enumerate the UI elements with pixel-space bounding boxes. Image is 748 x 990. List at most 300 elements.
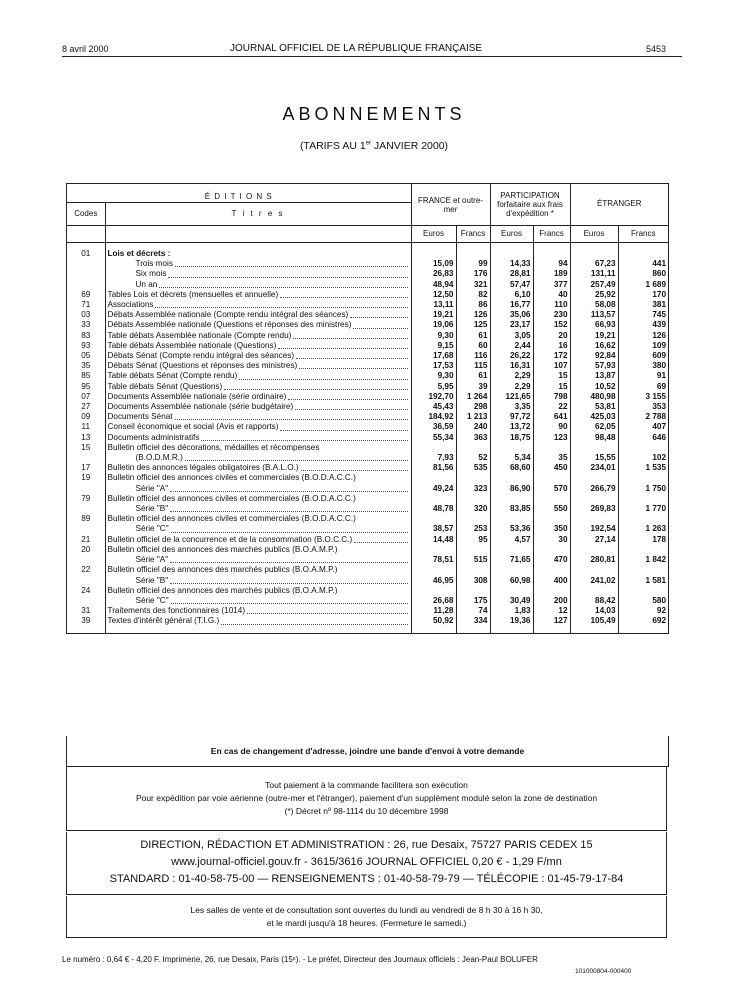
cell-participation-euros: 30,49 (490, 596, 533, 606)
cell-participation-francs: 189 (533, 269, 570, 279)
cell-france-francs: 334 (456, 616, 490, 626)
row-title: Conseil économique et social (Avis et rapports) (107, 422, 279, 432)
table-row (67, 524, 668, 534)
cell-etranger-francs: 692 (652, 616, 667, 626)
dot-leader (350, 317, 407, 318)
row-code: 95 (67, 382, 105, 392)
cell-france-francs: 116 (456, 351, 490, 361)
table-row (67, 616, 668, 626)
row-title-cell (105, 504, 411, 514)
row-title-cell (105, 249, 411, 259)
cell-etranger-francs: 126 (652, 330, 667, 340)
editions-header: É D I T I O N S (67, 184, 411, 203)
cell-etranger-francs: 1 535 (645, 463, 667, 473)
cell-etranger-euros: 14,03 (570, 606, 618, 616)
cell-participation-euros: 60,98 (490, 576, 533, 586)
cell-etranger-euros: 58,08 (570, 300, 618, 310)
cell-participation-euros (490, 443, 533, 453)
cell-etranger-francs: 2 788 (645, 412, 667, 422)
cell-france-euros: 14,48 (411, 535, 456, 545)
cell-participation-euros: 57,47 (490, 280, 533, 290)
cell-participation-euros: 3,35 (490, 402, 533, 412)
row-code: 69 (67, 290, 105, 300)
cell-france-francs: 74 (456, 606, 490, 616)
cell-etranger-francs: 381 (652, 300, 667, 310)
cell-etranger-euros: 13,87 (570, 371, 618, 381)
cell-france-francs: 39 (456, 382, 490, 392)
cell-etranger-francs: 1 770 (645, 504, 667, 514)
cell-france-euros: 26,68 (411, 596, 456, 606)
cell-participation-euros: 121,65 (490, 392, 533, 402)
cell-france-francs: 52 (456, 453, 490, 463)
cell-france-francs: 253 (456, 524, 490, 534)
cell-etranger-euros: 257,49 (570, 280, 618, 290)
row-title-cell (105, 300, 411, 310)
table-row (67, 371, 668, 381)
cell-france-francs (456, 514, 490, 524)
cell-etranger-francs (618, 443, 668, 453)
cell-france-euros: 26,83 (411, 269, 456, 279)
cell-participation-francs: 570 (533, 484, 570, 494)
cell-participation-euros: 68,60 (490, 463, 533, 473)
cell-participation-euros (490, 565, 533, 575)
dot-leader (171, 532, 408, 533)
cell-france-francs (456, 473, 490, 483)
table-row (67, 320, 668, 330)
cell-participation-euros (490, 494, 533, 504)
row-title-cell (105, 586, 411, 596)
cell-participation-euros: 6,10 (490, 290, 533, 300)
cell-etranger-euros: 105,49 (570, 616, 618, 626)
header-date: 8 avril 2000 (62, 44, 109, 54)
cell-etranger-francs: 439 (652, 320, 667, 330)
footer-reference: 101000804-000400 (575, 968, 632, 975)
row-code: 31 (67, 606, 105, 616)
cell-participation-euros: 16,77 (490, 300, 533, 310)
cell-etranger-euros: 480,98 (570, 392, 618, 402)
table-row (67, 453, 668, 463)
cell-participation-euros: 23,17 (490, 320, 533, 330)
row-title: Documents administratifs (107, 432, 200, 442)
row-title: Série "A" (135, 483, 169, 493)
row-code: 13 (67, 433, 105, 443)
cell-etranger-francs (618, 514, 668, 524)
row-title: Documents Sénat (107, 412, 173, 422)
row-title-cell (105, 606, 411, 616)
row-title: Série "B" (135, 504, 169, 514)
row-title: Série "C" (135, 524, 169, 534)
table-row (67, 494, 668, 504)
cell-etranger-euros: 15,55 (570, 453, 618, 463)
table-row (67, 586, 668, 596)
cell-participation-euros: 2,29 (490, 382, 533, 392)
cell-france-francs (456, 494, 490, 504)
row-title-cell (105, 320, 411, 330)
table-row (67, 361, 668, 371)
cell-france-euros: 17,68 (411, 351, 456, 361)
row-title: Un an (135, 279, 158, 289)
contact-line-2: www.journal-officiel.gouv.fr - 3615/3616 JOURNAL OFFICIEL 0,20 € - 1,29 F/mn (171, 856, 562, 868)
row-code: 27 (67, 402, 105, 412)
row-title: Bulletin officiel des annonces civiles et commerciales (B.O.D.A.C.C.) (107, 514, 356, 524)
cell-france-euros: 46,95 (411, 576, 456, 586)
row-title: Bulletin des annonces légales obligatoires (B.A.L.O.) (107, 463, 299, 473)
dot-leader (247, 613, 407, 614)
cell-france-euros: 81,56 (411, 463, 456, 473)
row-title: Bulletin officiel de la concurrence et de la consommation (B.O.C.C.) (107, 534, 353, 544)
cell-participation-euros (490, 545, 533, 555)
cell-participation-francs: 470 (533, 555, 570, 565)
dot-leader (175, 266, 408, 267)
row-code: 79 (67, 494, 105, 504)
table-row (67, 565, 668, 575)
cell-france-euros: 7,93 (411, 453, 456, 463)
codes-header: Codes (67, 203, 105, 226)
table-row (67, 504, 668, 514)
cell-france-euros: 19,21 (411, 310, 456, 320)
table-row (67, 443, 668, 453)
sales-line-2: et le mardi jusqu'à 18 heures. (Fermeture le samedi.) (266, 918, 467, 928)
row-code: 35 (67, 361, 105, 371)
cell-participation-euros (490, 514, 533, 524)
cell-etranger-francs: 170 (652, 289, 667, 299)
tariff-table-body (67, 249, 668, 633)
dot-leader (353, 328, 407, 329)
cell-participation-francs (533, 514, 570, 524)
dot-leader (175, 419, 408, 420)
row-title-cell (105, 433, 411, 443)
table-row (67, 576, 668, 586)
cell-participation-euros (490, 586, 533, 596)
cell-etranger-euros (570, 443, 618, 453)
cell-etranger-francs: 380 (652, 361, 667, 371)
row-title-cell (105, 259, 411, 269)
row-code: 05 (67, 351, 105, 361)
dot-leader (170, 562, 407, 563)
cell-etranger-euros: 62,05 (570, 422, 618, 432)
table-row (67, 402, 668, 412)
row-code (67, 453, 105, 463)
row-title: Six mois (135, 269, 167, 279)
cell-participation-euros: 26,22 (490, 351, 533, 361)
row-title: Traitements des fonctionnaires (1014) (107, 606, 246, 616)
cell-participation-euros: 5,34 (490, 453, 533, 463)
table-row (67, 269, 668, 279)
cell-etranger-euros: 10,52 (570, 382, 618, 392)
cell-participation-euros: 16,31 (490, 361, 533, 371)
row-title-cell (105, 361, 411, 371)
cell-etranger-francs: 441 (652, 259, 667, 269)
cell-etranger-francs: 1 750 (645, 483, 667, 493)
row-title-cell (105, 392, 411, 402)
row-title-cell (105, 524, 411, 534)
cell-etranger-euros: 66,93 (570, 320, 618, 330)
cell-participation-francs (533, 443, 570, 453)
cell-france-euros: 9,30 (411, 331, 456, 341)
col-francs-france: Francs (456, 226, 490, 243)
cell-participation-francs: 550 (533, 504, 570, 514)
cell-france-francs: 535 (456, 463, 490, 473)
row-title: (B.O.D.M.R.) (135, 453, 183, 463)
titres-header: T i t r e s (105, 203, 411, 226)
cell-etranger-francs: 102 (652, 453, 667, 463)
row-code (67, 484, 105, 494)
row-title: Table débats Sénat (Questions) (107, 381, 223, 391)
cell-france-euros (411, 565, 456, 575)
col-francs-participation: Francs (533, 226, 570, 243)
row-title: Bulletin officiel des annonces civiles et commerciales (B.O.D.A.C.C.) (107, 493, 356, 503)
cell-france-francs: 321 (456, 280, 490, 290)
table-row (67, 259, 668, 269)
payment-line-3: (*) Décret nº 98-1114 du 10 décembre 1998 (284, 806, 449, 816)
cell-participation-francs: 40 (533, 290, 570, 300)
cell-participation-euros: 14,33 (490, 259, 533, 269)
row-title: Série "C" (135, 595, 169, 605)
cell-etranger-euros: 88,42 (570, 596, 618, 606)
cell-france-euros: 78,51 (411, 555, 456, 565)
row-title: Série "A" (135, 555, 169, 565)
cell-etranger-euros: 53,81 (570, 402, 618, 412)
cell-france-francs: 86 (456, 300, 490, 310)
row-code: 33 (67, 320, 105, 330)
row-title-cell (105, 473, 411, 483)
cell-participation-francs: 400 (533, 576, 570, 586)
row-title: Bulletin officiel des annonces des marchés publics (B.O.A.M.P.) (107, 585, 338, 595)
cell-participation-francs: 230 (533, 310, 570, 320)
table-row (67, 341, 668, 351)
cell-participation-euros (490, 249, 533, 259)
row-title-cell (105, 545, 411, 555)
table-spacer-row (67, 627, 668, 633)
cell-participation-francs: 90 (533, 422, 570, 432)
cell-participation-euros: 1,83 (490, 606, 533, 616)
cell-participation-francs: 35 (533, 453, 570, 463)
row-code: 20 (67, 545, 105, 555)
row-title-cell (105, 280, 411, 290)
cell-etranger-francs: 1 842 (645, 555, 667, 565)
row-title: Documents Assemblée nationale (série ordinaire) (107, 391, 287, 401)
cell-etranger-francs: 178 (652, 534, 667, 544)
cell-participation-francs (533, 473, 570, 483)
row-code: 09 (67, 412, 105, 422)
cell-france-euros (411, 494, 456, 504)
cell-france-francs: 126 (456, 310, 490, 320)
cell-etranger-francs: 91 (656, 371, 667, 381)
row-code (67, 504, 105, 514)
cell-etranger-francs: 407 (652, 422, 667, 432)
row-title-cell (105, 596, 411, 606)
address-notice-text: En cas de changement d'adresse, joindre une bande d'envoi à votre demande (210, 746, 525, 756)
cell-france-francs: 323 (456, 484, 490, 494)
row-title: Lois et décrets : (107, 249, 171, 258)
row-title-cell (105, 290, 411, 300)
cell-etranger-francs (618, 586, 668, 596)
cell-france-francs: 175 (456, 596, 490, 606)
dot-leader (170, 583, 407, 584)
cell-etranger-francs: 1 263 (645, 524, 667, 534)
cell-participation-francs: 15 (533, 382, 570, 392)
row-title: Débats Assemblée nationale (Questions et réponses des ministres) (107, 320, 352, 330)
row-title: Débats Sénat (Questions et réponses des ministres) (107, 361, 298, 371)
table-row (67, 382, 668, 392)
cell-france-euros: 184,92 (411, 412, 456, 422)
row-code: 39 (67, 616, 105, 626)
cell-france-francs: 320 (456, 504, 490, 514)
row-title: Tables Lois et décrets (mensuelles et annuelle) (107, 289, 279, 299)
row-title: Table débats Assemblée nationale (Compte rendu) (107, 330, 292, 340)
cell-france-francs: 61 (456, 371, 490, 381)
cell-france-francs (456, 443, 490, 453)
dot-leader (171, 603, 408, 604)
cell-etranger-francs: 1 581 (645, 575, 667, 585)
cell-participation-francs: 798 (533, 392, 570, 402)
cell-participation-francs (533, 494, 570, 504)
cell-france-euros (411, 545, 456, 555)
cell-etranger-euros (570, 514, 618, 524)
cell-participation-euros: 71,65 (490, 555, 533, 565)
row-title-cell (105, 351, 411, 361)
cell-france-euros: 50,92 (411, 616, 456, 626)
cell-france-euros (411, 514, 456, 524)
row-title-cell (105, 341, 411, 351)
cell-france-francs: 308 (456, 576, 490, 586)
row-code: 83 (67, 331, 105, 341)
cell-etranger-euros: 16,62 (570, 341, 618, 351)
cell-france-francs: 176 (456, 269, 490, 279)
footer-text: Le numéro : 0,64 € - 4,20 F. Imprimerie, 26, rue Desaix, Paris (15ᵉ). - Le préfet, Directeur des Journaux officiels : Jean-Paul BOLUFER (62, 955, 538, 964)
row-code: 15 (67, 443, 105, 453)
cell-france-francs (456, 565, 490, 575)
cell-france-francs: 298 (456, 402, 490, 412)
row-title-cell (105, 453, 411, 463)
row-code (67, 555, 105, 565)
row-title-cell (105, 382, 411, 392)
row-title: Bulletin officiel des annonces des marchés publics (B.O.A.M.P.) (107, 565, 338, 575)
row-title-cell (105, 412, 411, 422)
table-row (67, 331, 668, 341)
row-title: Documents Assemblée nationale (série budgétaire) (107, 402, 294, 412)
table-row (67, 300, 668, 310)
cell-france-euros: 38,57 (411, 524, 456, 534)
cell-france-euros: 9,30 (411, 371, 456, 381)
table-row (67, 473, 668, 483)
cell-etranger-euros: 98,48 (570, 433, 618, 443)
cell-france-euros (411, 473, 456, 483)
cell-france-euros: 11,28 (411, 606, 456, 616)
cell-etranger-francs: 69 (656, 381, 667, 391)
cell-france-euros (411, 249, 456, 259)
header-rule (62, 56, 682, 57)
row-code: 89 (67, 514, 105, 524)
row-title: Débats Sénat (Compte rendu intégral des séances) (107, 351, 295, 361)
cell-participation-francs (533, 565, 570, 575)
table-row (67, 412, 668, 422)
table-row (67, 280, 668, 290)
cell-etranger-euros: 192,54 (570, 524, 618, 534)
cell-participation-euros: 2,29 (490, 371, 533, 381)
table-row (67, 555, 668, 565)
contact-box (66, 832, 667, 895)
cell-etranger-francs: 609 (652, 351, 667, 361)
dot-leader (301, 470, 408, 471)
cell-france-francs: 1 264 (456, 392, 490, 402)
table-row (67, 545, 668, 555)
dot-leader (295, 409, 407, 410)
cell-france-francs: 115 (456, 361, 490, 371)
cell-participation-euros: 35,06 (490, 310, 533, 320)
cell-france-euros: 55,34 (411, 433, 456, 443)
cell-france-euros: 48,94 (411, 280, 456, 290)
cell-france-francs: 60 (456, 341, 490, 351)
dot-leader (296, 358, 407, 359)
table-row (67, 351, 668, 361)
table-row (67, 514, 668, 524)
row-title-cell (105, 484, 411, 494)
row-code: 71 (67, 300, 105, 310)
sales-line-1: Les salles de vente et de consultation sont ouvertes du lundi au vendredi de 8 h 30 à 16 h 30, (190, 905, 543, 915)
dot-leader (299, 368, 407, 369)
cell-etranger-euros: 19,21 (570, 331, 618, 341)
cell-etranger-francs: 860 (652, 269, 667, 279)
cell-participation-francs: 107 (533, 361, 570, 371)
row-code (67, 596, 105, 606)
cell-france-euros: 45,43 (411, 402, 456, 412)
cell-participation-francs: 16 (533, 341, 570, 351)
cell-etranger-euros: 425,03 (570, 412, 618, 422)
dot-leader (280, 297, 407, 298)
row-title-cell (105, 576, 411, 586)
row-code (67, 576, 105, 586)
cell-etranger-francs: 1 689 (645, 279, 667, 289)
cell-etranger-euros (570, 545, 618, 555)
cell-etranger-francs: 353 (652, 402, 667, 412)
contact-line-3: STANDARD : 01-40-58-75-00 — RENSEIGNEMENTS : 01-40-58-79-79 — TÉLÉCOPIE : 01-45-79-17-84 (109, 873, 624, 885)
cell-france-francs: 515 (456, 555, 490, 565)
cell-participation-francs: 200 (533, 596, 570, 606)
dot-leader (168, 277, 407, 278)
tariff-table (66, 183, 669, 634)
cell-participation-francs: 152 (533, 320, 570, 330)
cell-etranger-francs (618, 473, 668, 483)
table-row (67, 310, 668, 320)
row-title-cell (105, 331, 411, 341)
cell-etranger-euros (570, 494, 618, 504)
table-row (67, 290, 668, 300)
dot-leader (239, 379, 407, 380)
cell-france-euros: 9,15 (411, 341, 456, 351)
cell-participation-francs (533, 545, 570, 555)
row-title-cell (105, 565, 411, 575)
cell-etranger-francs: 109 (652, 340, 667, 350)
row-code: 93 (67, 341, 105, 351)
cell-france-francs: 61 (456, 331, 490, 341)
cell-france-francs (456, 249, 490, 259)
cell-etranger-francs: 3 155 (645, 391, 667, 401)
cell-etranger-euros: 27,14 (570, 535, 618, 545)
cell-participation-francs (533, 249, 570, 259)
dot-leader (185, 460, 408, 461)
cell-participation-francs: 127 (533, 616, 570, 626)
row-code (67, 269, 105, 279)
cell-france-francs (456, 586, 490, 596)
row-title: Table débats Sénat (Compte rendu) (107, 371, 238, 381)
cell-etranger-euros (570, 473, 618, 483)
table-row (67, 422, 668, 432)
cell-france-francs: 99 (456, 259, 490, 269)
cell-france-francs (456, 545, 490, 555)
cell-etranger-euros: 266,79 (570, 484, 618, 494)
cell-france-francs: 363 (456, 433, 490, 443)
